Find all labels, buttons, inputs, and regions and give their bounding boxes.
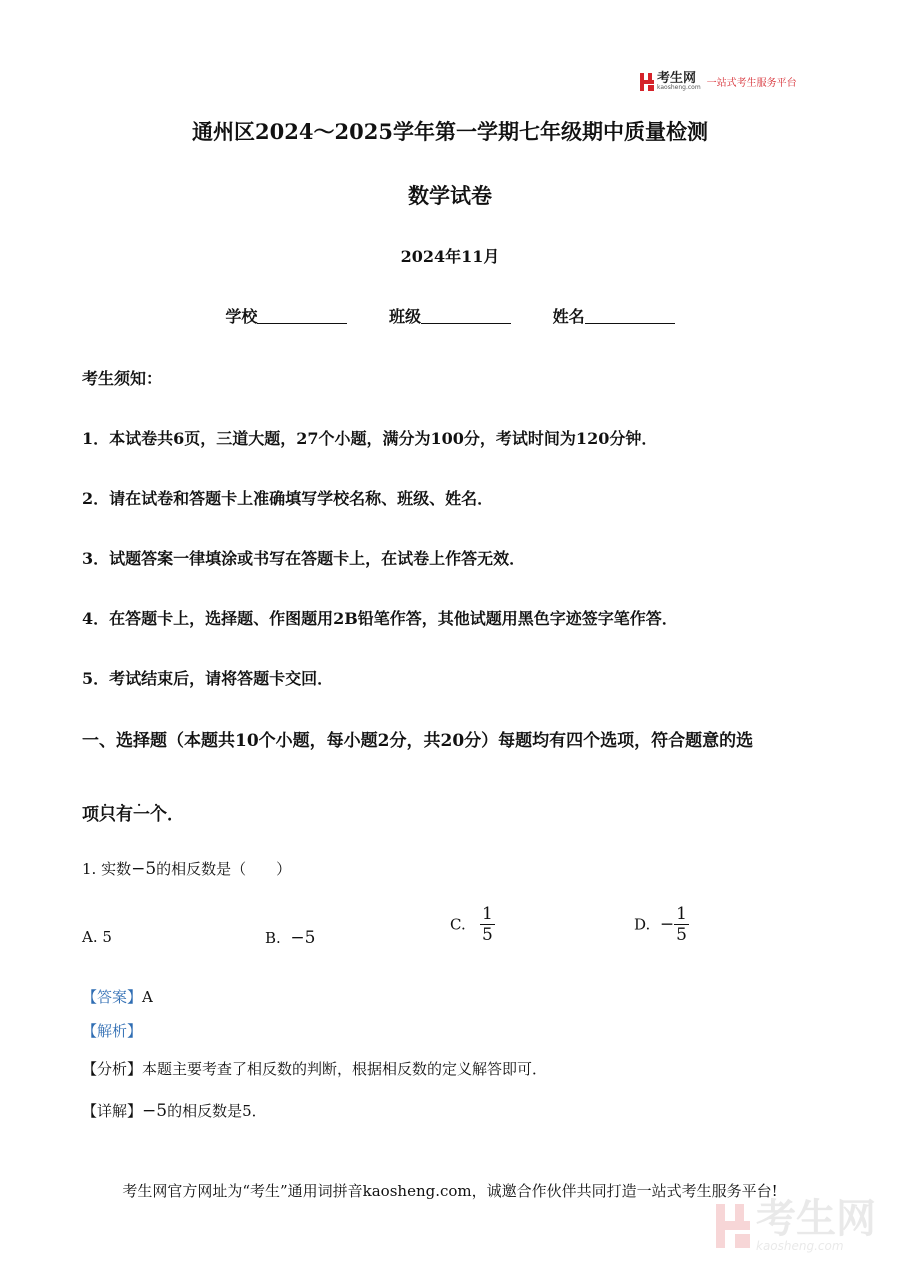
logo-text: 考生网	[657, 71, 697, 86]
notice-item: 2．请在试卷和答题卡上准确填写学校名称、班级、姓名．	[82, 489, 494, 508]
footer-text: 考生网官方网址为“考生”通用词拼音kaosheng.com，诚邀合作伙伴共同打造一站式考生服务平台!	[122, 1182, 778, 1200]
brand-logo	[640, 72, 797, 91]
answer-value: A	[142, 988, 153, 1006]
option-label: B.	[265, 929, 281, 947]
watermark-url: kaosheng.com	[756, 1239, 844, 1253]
notice-item: 3．试题答案一律填涂或书写在答题卡上，在试卷上作答无效．	[82, 549, 526, 568]
school-blank	[257, 309, 347, 324]
option-value: −5	[290, 928, 316, 948]
exam-title: 通州区2024～2025学年第一学期七年级期中质量检测	[192, 119, 708, 144]
option-sign: −	[659, 914, 675, 935]
name-field	[553, 307, 675, 326]
option-label: D.	[634, 915, 651, 934]
class-label: 班级	[388, 307, 421, 326]
section-heading-cont	[82, 795, 184, 825]
notice-heading: 考生须知：	[82, 369, 163, 388]
exam-subject: 数学试卷	[408, 183, 492, 208]
option-d	[634, 904, 689, 945]
question-value: −5	[131, 859, 157, 879]
name-blank	[585, 309, 675, 324]
section-heading: 一、选择题（本题共10个小题，每小题2分，共20分）每题均有四个选项，符合题意的选	[82, 731, 754, 751]
student-info-line	[0, 304, 900, 327]
name-label: 姓名	[552, 307, 585, 326]
watermark-text: 考生网	[756, 1196, 876, 1242]
notice-item: 4．在答题卡上，选择题、作图题用2B铅笔作答，其他试题用黑色字迹签字笔作答．	[82, 609, 678, 628]
answer-tag: 【答案】	[82, 988, 143, 1006]
xiangjie-value: −5	[142, 1101, 168, 1121]
option-c	[450, 904, 495, 945]
question-suffix: 的相反数是（ ）	[156, 860, 292, 878]
answer-line	[82, 986, 153, 1007]
question-prefix: 1. 实数	[82, 860, 132, 878]
section-text-end: ．	[167, 805, 184, 825]
kaosheng-watermark-icon	[716, 1204, 750, 1248]
class-blank	[421, 309, 511, 324]
fraction: $\frac{1}{5}$	[482, 904, 493, 945]
class-field	[389, 307, 511, 326]
analysis-line	[82, 1020, 142, 1041]
option-b	[265, 928, 315, 948]
school-field	[225, 307, 347, 326]
xiangjie-line	[82, 1100, 267, 1121]
option-value: 5	[102, 928, 112, 946]
logo-slogan: 一站式考生服务平台	[706, 78, 797, 89]
analysis-tag: 【解析】	[82, 1022, 143, 1040]
exam-date: 2024年11月	[400, 247, 500, 266]
xiangjie-tag: 【详解】	[82, 1102, 143, 1120]
fraction: $\frac{1}{5}$	[676, 904, 687, 945]
xiangjie-text: 的相反数是5．	[167, 1102, 267, 1120]
watermark	[716, 1196, 876, 1253]
option-a	[82, 928, 112, 946]
option-label: A.	[82, 928, 98, 946]
notice-item: 5．考试结束后，请将答题卡交回．	[82, 669, 334, 688]
logo-url: kaosheng.com	[657, 84, 701, 91]
question-1	[82, 858, 291, 879]
kaosheng-logo-icon	[640, 73, 654, 91]
fenxi-line: 【分析】本题主要考查了相反数的判断，根据相反数的定义解答即可．	[82, 1060, 548, 1078]
notice-item: 1．本试卷共6页，三道大题，27个小题，满分为100分，考试时间为120分钟．	[82, 429, 658, 448]
option-label: C.	[450, 915, 466, 934]
emphasized-text: . . . . 只有一个	[99, 795, 167, 825]
section-text: 项	[82, 805, 99, 825]
school-label: 学校	[225, 307, 258, 326]
